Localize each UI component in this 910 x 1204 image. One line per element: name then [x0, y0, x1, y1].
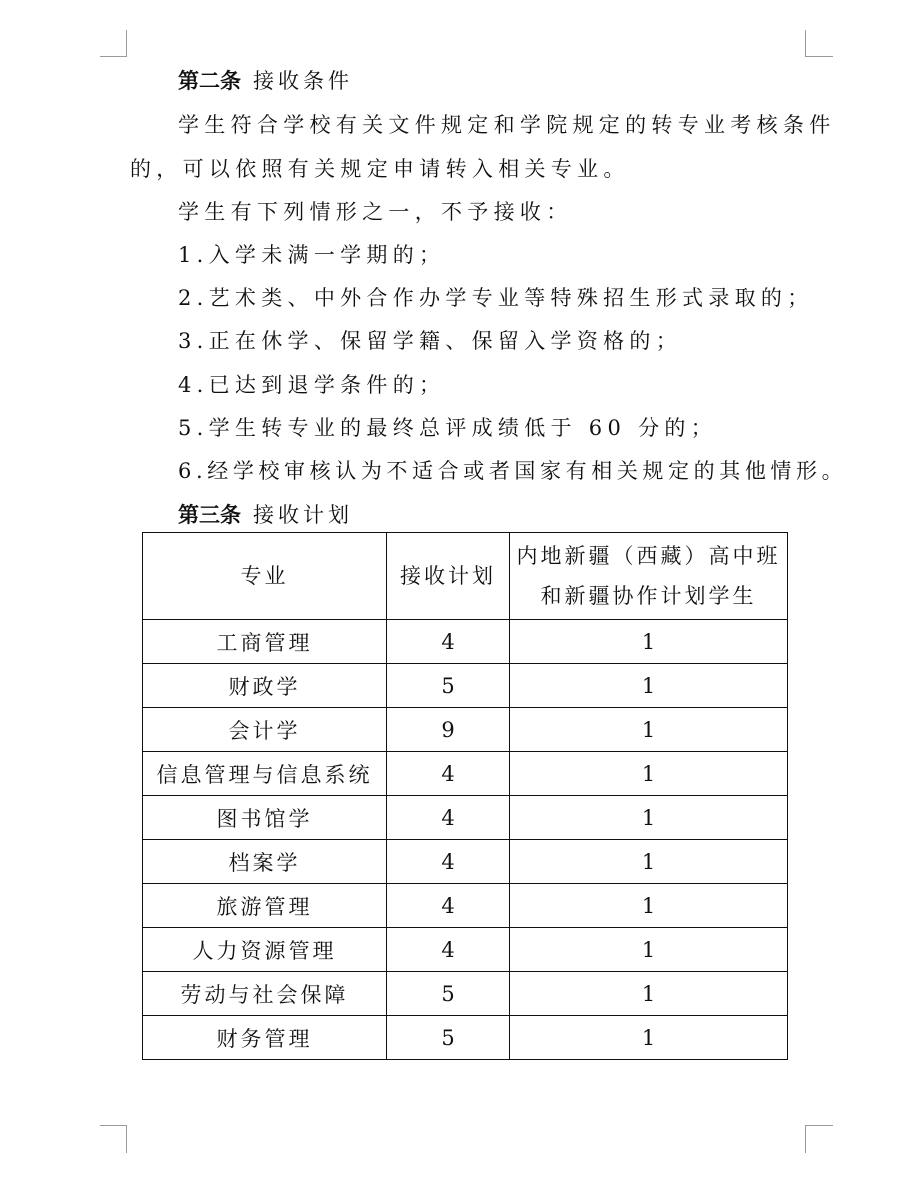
- table-row: [143, 928, 788, 972]
- cell-special: 1: [510, 752, 788, 796]
- cell-major: 劳动与社会保障: [143, 972, 387, 1016]
- article2-para1-line2: 的，可以依照有关规定申请转入相关专业。: [130, 157, 630, 181]
- cell-plan: 5: [387, 972, 510, 1016]
- table-body: [143, 620, 788, 1060]
- table-row: [143, 708, 788, 752]
- cell-special: 1: [510, 884, 788, 928]
- table-row: [143, 1016, 788, 1060]
- cell-major: 人力资源管理: [143, 928, 387, 972]
- cell-special: 1: [510, 708, 788, 752]
- cell-major: 图书馆学: [143, 796, 387, 840]
- article3-heading-number: 第三条: [178, 503, 241, 527]
- article2-item-2: 2.艺术类、中外合作办学专业等特殊招生形式录取的；: [178, 286, 814, 310]
- article3-heading-title: 接收计划: [253, 503, 353, 527]
- table-row: [143, 972, 788, 1016]
- cell-plan: 9: [387, 708, 510, 752]
- cell-plan: 5: [387, 664, 510, 708]
- table-row: [143, 796, 788, 840]
- cell-major: 信息管理与信息系统: [143, 752, 387, 796]
- header-special-line2: 和新疆协作计划学生: [540, 584, 757, 608]
- cell-special: 1: [510, 664, 788, 708]
- table-row: [143, 752, 788, 796]
- article2-item-3: 3.正在休学、保留学籍、保留入学资格的；: [178, 329, 683, 353]
- table-row: [143, 840, 788, 884]
- admission-plan-table: [142, 532, 788, 1060]
- cell-plan: 4: [387, 620, 510, 664]
- cell-plan: 4: [387, 928, 510, 972]
- cell-special: 1: [510, 796, 788, 840]
- article2-heading-number: 第二条: [178, 69, 241, 93]
- corner-mark-bottom-right: [805, 1125, 833, 1153]
- cell-plan: 4: [387, 840, 510, 884]
- header-special-line1: 内地新疆（西藏）高中班: [516, 544, 781, 568]
- corner-mark-bottom-left: [100, 1125, 127, 1153]
- article2-item-5: 5.学生转专业的最终总评成绩低于 60 分的；: [178, 416, 718, 440]
- cell-major: 工商管理: [143, 620, 387, 664]
- table-row: [143, 664, 788, 708]
- cell-major: 财政学: [143, 664, 387, 708]
- article2-heading: [178, 66, 353, 96]
- cell-major: 会计学: [143, 708, 387, 752]
- header-major: 专业: [143, 533, 387, 620]
- article2-item-6: 6.经学校审核认为不适合或者国家有相关规定的其他情形。: [178, 459, 848, 483]
- cell-plan: 4: [387, 884, 510, 928]
- cell-special: 1: [510, 928, 788, 972]
- article3-heading: [178, 500, 353, 530]
- corner-mark-top-right: [805, 30, 833, 57]
- article2-para2: 学生有下列情形之一，不予接收：: [178, 200, 573, 224]
- cell-special: 1: [510, 620, 788, 664]
- cell-major: 旅游管理: [143, 884, 387, 928]
- cell-major: 财务管理: [143, 1016, 387, 1060]
- article2-para1-line1: 学生符合学校有关文件规定和学院规定的转专业考核条件: [178, 113, 836, 137]
- cell-plan: 4: [387, 752, 510, 796]
- table-row: [143, 620, 788, 664]
- table-header-row: [143, 533, 788, 620]
- table-row: [143, 884, 788, 928]
- article2-item-1: 1.入学未满一学期的；: [178, 243, 446, 267]
- cell-special: 1: [510, 840, 788, 884]
- article2-item-4: 4.已达到退学条件的；: [178, 373, 446, 397]
- cell-major: 档案学: [143, 840, 387, 884]
- header-special: [510, 533, 788, 620]
- cell-plan: 5: [387, 1016, 510, 1060]
- cell-plan: 4: [387, 796, 510, 840]
- corner-mark-top-left: [100, 30, 127, 57]
- article2-heading-title: 接收条件: [253, 69, 353, 93]
- header-plan: 接收计划: [387, 533, 510, 620]
- cell-special: 1: [510, 972, 788, 1016]
- cell-special: 1: [510, 1016, 788, 1060]
